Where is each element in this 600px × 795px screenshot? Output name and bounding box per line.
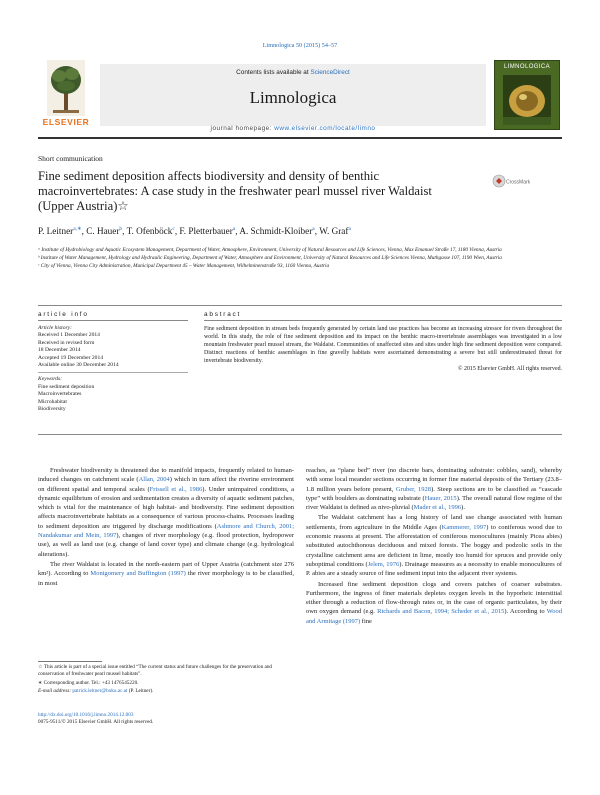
- doi-link[interactable]: http://dx.doi.org/10.1016/j.limno.2014.12.003: [38, 712, 134, 718]
- homepage-link[interactable]: www.elsevier.com/locate/limno: [274, 125, 376, 132]
- abstract-rule: [204, 320, 562, 321]
- citation-link[interactable]: Gruber, 1928: [395, 485, 432, 493]
- crossmark-icon[interactable]: [492, 174, 531, 188]
- abstract-heading: abstract: [204, 311, 242, 318]
- citation-link[interactable]: Frissell et al., 1986: [149, 485, 203, 493]
- email-suffix: (P. Leitner).: [127, 688, 154, 695]
- abstract-body: [204, 325, 562, 374]
- body-paragraph: [306, 466, 562, 512]
- author-name[interactable]: C. Hauer: [86, 226, 120, 237]
- body-text: Freshwater biodiversity is threatened due to manifold impacts, frequently related to human-induced changes on catchment scale (: [38, 467, 294, 484]
- body-text: ). Steep sections are to be classified as “cascade type” with boulders as dominating substrate (: [306, 485, 562, 502]
- affiliation-item: ᵇ Institute of Water Management, Hydrology and Hydraulic Engineering, Department of Water, Atmosphere and Environment, University of Natural Resources and Life Sciences Vienna, Muthgasse 107, 1190 Wien, Austria: [38, 255, 502, 261]
- contents-line: [100, 69, 486, 76]
- author-separator: ,: [314, 226, 320, 237]
- article-info-column: [38, 325, 178, 413]
- bottom-info: [38, 712, 294, 727]
- article-type: Short communication: [38, 154, 103, 163]
- journal-name[interactable]: Limnologica: [249, 88, 337, 107]
- citation-link[interactable]: Montgomery and Buffington (1997): [90, 570, 186, 578]
- author-list: [38, 226, 562, 236]
- sciencedirect-link[interactable]: ScienceDirect: [310, 69, 350, 76]
- body-paragraph: [306, 513, 562, 578]
- author-name[interactable]: P. Leitner: [38, 226, 74, 237]
- body-text: ).: [461, 504, 465, 512]
- citation-link[interactable]: Mader et al., 1996: [413, 504, 462, 512]
- journal-cover[interactable]: [494, 60, 560, 130]
- footnote-rule: [38, 661, 102, 662]
- body-column-right: [306, 466, 562, 627]
- header-rule: [38, 137, 562, 139]
- history-item: Accepted 19 December 2014: [38, 354, 104, 361]
- author-name[interactable]: T. Ofenböck: [126, 226, 173, 237]
- keyword-item: Microhabitat: [38, 398, 67, 405]
- crossmark-label: CrossMark: [506, 179, 531, 186]
- cover-photo-icon: [503, 75, 551, 125]
- article-info-rule: [38, 320, 188, 321]
- abstract-copyright: © 2015 Elsevier GmbH. All rights reserved.: [458, 366, 562, 373]
- body-text: reaches, as “plane bed” river (no discrete bars, dominating substrate: cobbles, sand), whereby with some local meander sections occurring in former fine material deposits of the Tertiary (23.8–1.8 million years before present,: [306, 467, 562, 493]
- author-name[interactable]: F. Pletterbauer: [179, 226, 233, 237]
- body-text: the river morphology is to be classified, in most: [38, 570, 294, 587]
- affiliation-item: ᶜ City of Vienna, Vienna City Administration, Municipal Department 45 – Water Management, Wilhelminenstraße 93, 1160 Vienna, Austria: [38, 263, 330, 269]
- history-divider: [38, 369, 188, 373]
- keyword-item: Biodiversity: [38, 406, 66, 413]
- body-text: ). According to: [504, 608, 547, 616]
- citation-link[interactable]: Richards and Bacon, 1994; Scheder et al., 2015: [377, 608, 505, 616]
- issn-line: 0075-9511/© 2015 Elsevier GmbH. All rights reserved.: [38, 719, 154, 726]
- elsevier-tree-icon: [47, 60, 85, 116]
- history-heading: Article history:: [38, 325, 73, 331]
- citation-link[interactable]: Jelem, 1976: [367, 560, 400, 568]
- body-text: ) which in turn affect the riverine environment on different spatial and temporal scales (: [38, 476, 294, 493]
- footnote-email: [38, 688, 294, 695]
- contents-prefix: Contents lists available at: [236, 69, 311, 76]
- author-separator: ,: [174, 226, 180, 237]
- body-text: ). Under unimpaired conditions, a dynamic equilibrium of erosion and sedimentation creates a diversity of aquatic sediment patches, which is vital for the maintenance of high habitat- and biodiversity. Fine sediment deposition affects macroinvertebrate habitats as a consequence of various process-chains. Processes leading to sediment deposition are triggered by discharge modifications (: [38, 485, 294, 530]
- author-separator: ,: [122, 226, 127, 237]
- footnote-special-issue: ☆ This article is part of a special issue entitled “The current status and future challenges for the preservation and conservation of freshwater pearl mussel habitats”.: [38, 664, 273, 678]
- author-affiliation-marker[interactable]: b: [119, 226, 123, 232]
- author-affiliation-marker[interactable]: a: [312, 226, 315, 232]
- citation-link[interactable]: Ashmore and Church, 2001; Nandakumar and Mein, 1997: [38, 522, 295, 540]
- author-affiliation-marker[interactable]: a: [232, 226, 236, 232]
- history-item: 18 December 2014: [38, 347, 81, 354]
- keywords-heading: Keywords:: [38, 376, 63, 383]
- homepage-line: [100, 125, 486, 132]
- citation-link[interactable]: Wood and Armitage (1997): [306, 608, 562, 625]
- history-item: Available online 30 December 2014: [38, 362, 119, 369]
- affiliations: [38, 246, 562, 270]
- citation-link[interactable]: Kammerer, 1997: [441, 523, 487, 531]
- body-text: Increased fine sediment deposition clogs and covers patches of coarser substrates. Furthermore, the ingress of finer materials depletes oxygen levels in the hyporheic interstitial either through a reduction of flow-through rates or, in the case of organic particulates, by their own oxygen demand (e.g.: [306, 580, 562, 616]
- footnote-corresponding-author: ∗ Corresponding author. Tel.: +43 1476545220.: [38, 679, 139, 686]
- body-paragraph: [38, 560, 294, 588]
- body-paragraph: [306, 580, 562, 626]
- abstract-text: Fine sediment deposition in stream beds frequently generated by certain land use practices has become an increasing stressor for rivers throughout the world. In this study, the role of fine sediment deposition and its impact on the benthic macro-invertebrate assemblages was investigated in a low mountain freshwater pearl mussel stream, the Waldaist. Communities of unaffected sites and sites under high fine sediment deposition were compared. Distinct reactions of benthic assemblages in fine gravelly habitats were ascertained demonstrating a severe but still underestimated threat for invertebrate biodiversity.: [204, 326, 562, 365]
- body-text: The river Waldaist is located in the north-eastern part of Upper Austria (catchment size 276 km²). According to: [38, 560, 294, 578]
- cover-title: LIMNOLOGICA: [503, 64, 551, 70]
- keyword-item: Macroinvertebrates: [38, 391, 82, 398]
- author-affiliation-marker[interactable]: a: [348, 226, 351, 232]
- homepage-prefix: journal homepage:: [210, 125, 275, 132]
- author-affiliation-marker[interactable]: a,∗: [73, 226, 82, 232]
- article-info-heading: article info: [38, 311, 89, 318]
- citation-link[interactable]: Allan, 2004: [138, 476, 170, 484]
- author-affiliation-marker[interactable]: c: [172, 226, 175, 232]
- footnotes: [38, 664, 294, 697]
- author-name[interactable]: A. Schmidt-Kloiber: [239, 226, 313, 237]
- email-label: E-mail address:: [38, 688, 73, 695]
- section-rule: [38, 305, 562, 306]
- author-separator: ,: [235, 226, 240, 237]
- email-link[interactable]: patrick.leitner@boku.ac.at: [72, 688, 128, 695]
- body-text: ). Drainage measures as a necessity to enable monocultures of P. abies are a steady source of fine sediment input into the adjacent river systems.: [306, 560, 563, 578]
- history-item: Received in revised form: [38, 339, 95, 346]
- author-separator: ,: [81, 226, 87, 237]
- keyword-item: Fine sediment deposition: [38, 383, 95, 390]
- affiliation-item: ᵃ Institute of Hydrobiology and Aquatic Ecosystem Management, Department of Water, Atmosphere, Environment, University of Natural Resources and Life Sciences, Vienna, Max Emanuel Straße 17, 1180 Vienna, Austria: [38, 247, 502, 253]
- body-text: fine: [360, 617, 372, 625]
- body-text: The Waldaist catchment has a long history of land use change associated with human settlements, from agriculture in the Middle Ages (: [306, 514, 562, 531]
- body-text: ), changes of river morphology (e.g. flood protection, hydropower use), as well as land use (e.g. change of land cover type) and climate change (e.g. hydrological alterations).: [38, 532, 294, 558]
- elsevier-logo[interactable]: [38, 60, 94, 128]
- citation-link[interactable]: Hauer, 2015: [424, 494, 457, 502]
- body-text: ). The overall natural flow regime of the river Waldaist is defined as nivo-pluvial (: [306, 494, 562, 512]
- body-text: ) to coniferous wood due to economic reasons at present. The afforestation of coniferous monocultures (mainly Picea abies) substituted autochthonous deciduous and mixed forests. The boggy and podzolic soils in the crystalline catchment area are deficient in lime, mostly too humid for spruces and provide only suboptimal conditions (: [306, 523, 562, 568]
- body-column-left: [38, 466, 294, 589]
- author-name[interactable]: W. Graf: [319, 226, 349, 237]
- abstract-end-rule: [38, 434, 562, 435]
- article-title: Fine sediment deposition affects biodiversity and density of benthic macroinvertebrates: A case study in the freshwater pearl mussel river Waldaist (Upper Austria)☆: [38, 169, 432, 214]
- journal-citation[interactable]: Limnologica 50 (2015) 54–57: [262, 42, 338, 49]
- elsevier-wordmark: ELSEVIER: [42, 117, 90, 127]
- history-item: Received 1 December 2014: [38, 332, 100, 339]
- body-paragraph: [38, 466, 294, 559]
